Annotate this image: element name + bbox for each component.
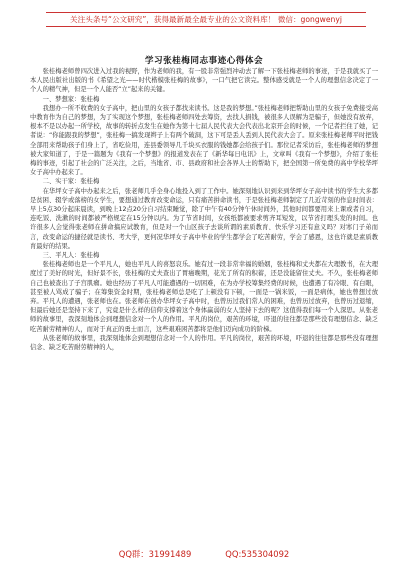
document-title: 学习张桂梅同志事迹心得体会 — [144, 56, 264, 66]
paragraph: 张桂梅老师也是一个平凡人，她也平凡人的喜怒哀乐。她有过一段非常幸福的婚姻，张桂梅和丈夫都在大理教书，在大理度过了美好的时光，但好景不长，张桂梅的丈夫查出了胃癌晚期，花光了所有的积蓄，还是没能留住丈夫。不久，张桂梅老师自己也被查出了子宫肌瘤。她也经历了平凡人可能遭遇的一切困难，在为办学校筹集经费的时候，也遭遇了有冷眼、有白眼，甚至被人骂成了骗子；在筹集资金时期，张桂梅老师总是吃了上顿没有下顿，一面是一锅米饭，一面是病体，她也曾想过放弃。平凡人的遭遇，张老师也在。张老师在创办华坪女子高中时，也曾历过我们常人的困难，也曾历过放弃，也曾历过退缩，但最后她还是坚持下来了，究竟是什么样的信仰支撑着这个身体赢弱的女人坚持下去的呢？这值得我们每一个人深思。从张老师的故事里，我深刻地体会到理想信念对一个人的作用。平凡的岗位，艰苦的环境，吓退的往往都是那些没有理想信念、缺乏吃苦耐劳精神的人，而对于真正的勇士而言，这些艰难困苦都将是他们迈向成功的阶梯。 — [30, 261, 378, 333]
qq-contact-text: QQ:535304092 — [225, 549, 290, 559]
paragraph: 张桂梅老师曾四次进入过我的视野，作为老师的我，有一股非常强烈冲动去了解一下张桂梅老师的事迹，于是我就买了一本人民出版社出版的书《希望之光——时代楷模张桂梅的故事》，一口气把它读完。整体感受就是一个人的理想信念决定了一个人的精气神，但是一个人能否“立”起来的关键。 — [30, 68, 378, 94]
section-heading: 一、梦想家：张桂梅 — [42, 95, 100, 103]
document-body — [30, 67, 378, 542]
section-heading: 三、平凡人：张桂梅 — [42, 252, 100, 260]
promo-banner: 关注头条号“公文研究”，获得最新最全最专业的公文资料库！ 微信：gongwenyj — [46, 12, 366, 27]
paragraph: 在华坪女子高中办起来之后，张老师几乎全身心地投入到了工作中。她深刻地认识到来到华坪女子高中读书的学生大多都是贫困、辍学或落榜的女学生，要想通过教育改变命运，只有痛苦拼命读书，于是张桂梅老师制定了几近苛刻的作息时间表：早上5点30分起床晨读，到晚上12点20分自习结束睡觉，除了中午有40分钟午休时间外，其他时间都要用来上课或者自习，连吃饭、洗漱的时间都被严格规定在15分钟以内。为了节省时间，女孩纸都被要求剪齐耳短发，以节省打理头发的时间。也许很多人会觉得张老师在拼命搞应试教育，但是对一个山区孩子去谈所谓的素质教育、快乐学习还有意义吗？对寒门子弟而言，改变命运的捷径就是读书、考大学，更何况华坪女子高中毕业的学生都学会了吃苦耐劳，学会了感恩，这也许就是素质教育最好的结果。 — [30, 187, 378, 250]
qq-group-text: QQ群：31991489 — [118, 549, 192, 559]
contact-footer — [0, 548, 408, 560]
section-heading: 二、实干家：张桂梅 — [42, 178, 100, 186]
paragraph: 从张老师的故事里，我深刻地体会到理想信念对一个人的作用。平凡的岗位，艰苦的环境，吓退的往往都是那些没有理想信念、缺乏吃苦耐劳精神的人， — [30, 334, 378, 352]
paragraph: 我想办一所不收费的女子高中，把山里的女孩子都找来读书。这是我的梦想。”张桂梅老师把帮助山里的女孩子免费接受高中教育作为自己的梦想，为了实现这个梦想，张桂梅老师四处去筹资，去找人捐钱，被很多人误解为是骗子，但她没有放弃，根本不是以办起一所学校，故事的转折点发生在她作为第十七届人民代表大会代表出北京开会的时候，一个记者拦住了她，记者说：“你能跟我的梦想”，张桂梅一搞发现辫子上有两个破洞，这下可是丢人丢到人民代表大会了。原来张桂梅老师平时把钱全部用来帮助孩子们身上了，省吃俭用，连县委领导几千块买衣服的钱她都会给孩子们。那位记者采访后，张桂梅老师的梦想被大家知道了，于是一篇题为《我有一个梦想》的报道发表在了《新华每日电讯》上，文章叫《我有一个梦想》，介绍了张桂梅的事迹，引起了社会的广泛关注，之后，当地省、市、县政府和社会各界人士的帮助下，把全国第一所免费的高中学校华坪女子高中办起来了。 — [30, 104, 378, 177]
